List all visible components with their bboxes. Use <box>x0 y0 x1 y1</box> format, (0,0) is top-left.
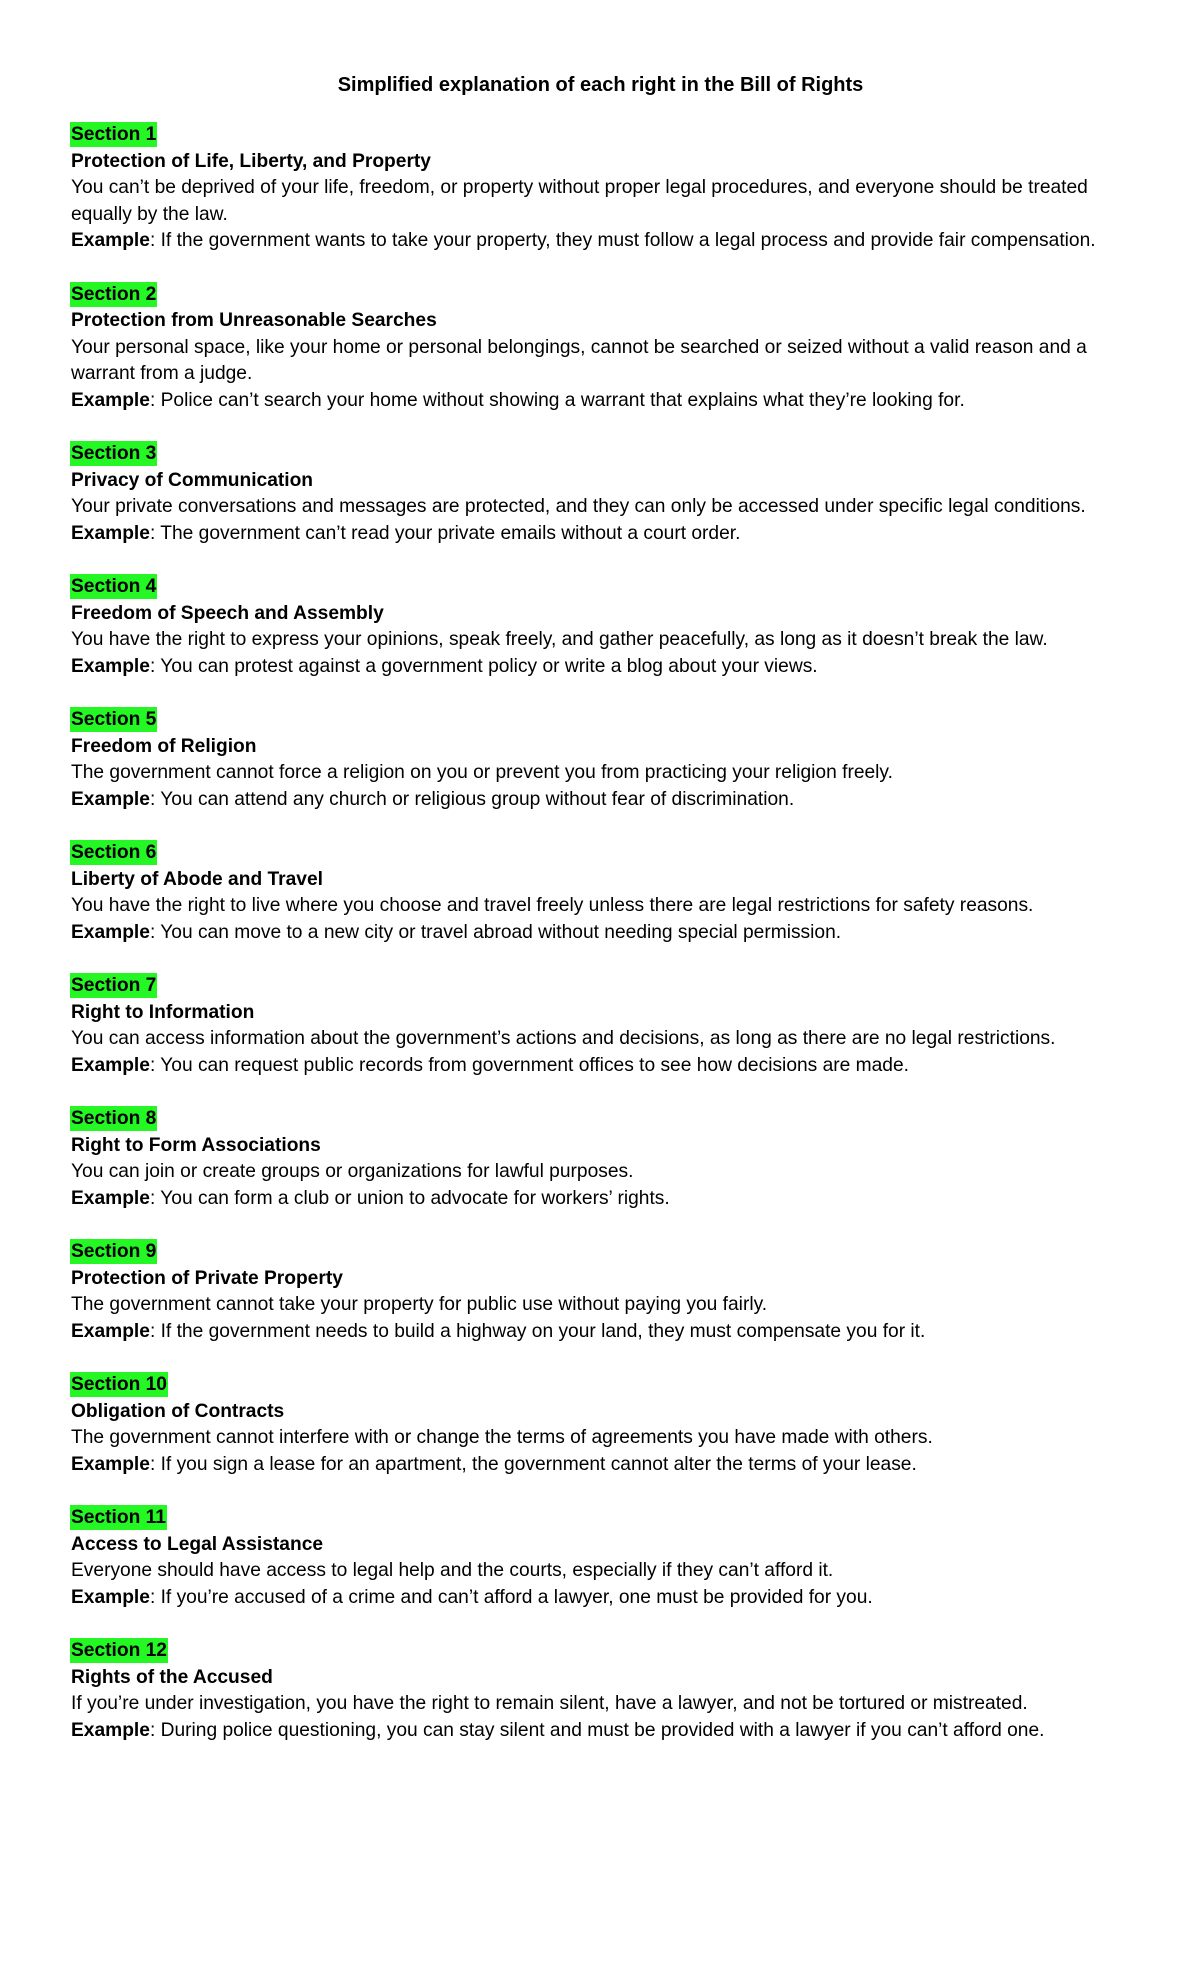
section-heading: Freedom of Religion <box>71 735 257 757</box>
example-label: Example <box>71 1054 150 1076</box>
example-text: : You can form a club or union to advocate for workers’ rights. <box>149 1187 670 1209</box>
section-4 <box>71 574 1130 680</box>
section-10 <box>71 1372 1130 1478</box>
section-example <box>71 228 1130 255</box>
section-example <box>71 787 1130 814</box>
example-text: : The government can’t read your private emails without a court order. <box>149 522 741 544</box>
section-body: You can join or create groups or organizations for lawful purposes. <box>71 1161 634 1182</box>
section-5 <box>71 707 1130 813</box>
section-body: The government cannot take your property for public use without paying you fairly. <box>71 1294 768 1315</box>
example-label: Example <box>71 1453 150 1475</box>
example-label: Example <box>71 921 150 943</box>
section-example <box>71 1718 1130 1745</box>
example-text: : If the government needs to build a highway on your land, they must compensate you for it. <box>149 1320 926 1342</box>
example-label: Example <box>71 788 150 810</box>
section-example <box>71 1319 1130 1346</box>
section-9 <box>71 1239 1130 1345</box>
example-text: : You can request public records from government offices to see how decisions are made. <box>149 1054 909 1076</box>
example-text: : If the government wants to take your property, they must follow a legal process and provide fair compensation. <box>149 230 1096 251</box>
section-heading: Protection of Private Property <box>71 1267 343 1289</box>
example-text: : During police questioning, you can stay silent and must be provided with a lawyer if you can’t afford one. <box>149 1719 1045 1741</box>
example-label: Example <box>71 1320 150 1342</box>
example-label: Example <box>71 1586 150 1608</box>
example-text: : If you sign a lease for an apartment, the government cannot alter the terms of your lease. <box>149 1453 917 1475</box>
section-label: Section 4 <box>71 576 157 597</box>
example-text: : You can move to a new city or travel abroad without needing special permission. <box>149 921 842 943</box>
section-label: Section 9 <box>71 1241 157 1262</box>
section-label: Section 11 <box>71 1507 166 1528</box>
section-7 <box>71 973 1130 1079</box>
section-example <box>71 521 1130 548</box>
section-heading: Protection from Unreasonable Searches <box>71 310 437 331</box>
section-example <box>71 654 1130 681</box>
section-heading: Obligation of Contracts <box>71 1400 285 1422</box>
section-3 <box>71 441 1130 547</box>
section-label: Section 3 <box>71 443 157 464</box>
section-label: Section 2 <box>71 283 157 305</box>
section-12 <box>71 1638 1130 1744</box>
section-example <box>71 388 1130 415</box>
section-example <box>71 1053 1130 1080</box>
section-body: You have the right to express your opinions, speak freely, and gather peacefully, as long as it doesn’t break the law. <box>71 629 1048 650</box>
section-label: Section 8 <box>71 1108 157 1129</box>
section-heading: Right to Information <box>71 1001 255 1023</box>
section-1 <box>71 122 1130 255</box>
section-body: The government cannot interfere with or change the terms of agreements you have made with others. <box>71 1427 933 1448</box>
section-label: Section 5 <box>71 709 157 730</box>
section-body: Your private conversations and messages are protected, and they can only be accessed under specific legal conditions. <box>71 496 1086 517</box>
section-6 <box>71 840 1130 946</box>
example-text: : If you’re accused of a crime and can’t afford a lawyer, one must be provided for you. <box>149 1586 873 1608</box>
section-label: Section 1 <box>71 124 157 145</box>
section-heading: Protection of Life, Liberty, and Property <box>71 150 431 172</box>
section-body: Everyone should have access to legal help and the courts, especially if they can’t afford it. <box>71 1560 834 1581</box>
section-heading: Rights of the Accused <box>71 1666 273 1688</box>
section-body: If you’re under investigation, you have the right to remain silent, have a lawyer, and not be tortured or mistreated. <box>71 1693 1028 1714</box>
section-example <box>71 1585 1130 1612</box>
example-label: Example <box>71 230 150 251</box>
section-heading: Liberty of Abode and Travel <box>71 868 323 890</box>
section-heading: Freedom of Speech and Assembly <box>71 602 384 624</box>
section-label: Section 6 <box>71 842 157 863</box>
example-label: Example <box>71 522 150 544</box>
section-example <box>71 1186 1130 1213</box>
section-example <box>71 1452 1130 1479</box>
section-example <box>71 920 1130 947</box>
section-body: The government cannot force a religion on you or prevent you from practicing your religion freely. <box>71 762 893 783</box>
sections-list <box>71 122 1130 1744</box>
example-label: Example <box>71 655 150 677</box>
section-body: Your personal space, like your home or personal belongings, cannot be searched or seized without a valid reason and a warrant from a judge. <box>71 336 1087 384</box>
example-label: Example <box>71 389 150 411</box>
section-heading: Privacy of Communication <box>71 469 314 491</box>
section-body: You can’t be deprived of your life, freedom, or property without proper legal procedures, and everyone should be treated equally by the law. <box>71 177 1088 225</box>
section-label: Section 10 <box>71 1374 167 1395</box>
example-text: : You can attend any church or religious group without fear of discrimination. <box>149 788 795 810</box>
section-2 <box>71 282 1130 415</box>
document-title: Simplified explanation of each right in the Bill of Rights <box>337 74 864 96</box>
section-body: You can access information about the government’s actions and decisions, as long as there are no legal restrictions. <box>71 1028 1056 1049</box>
section-heading: Right to Form Associations <box>71 1134 321 1156</box>
section-8 <box>71 1106 1130 1212</box>
section-label: Section 12 <box>71 1640 167 1661</box>
section-11 <box>71 1505 1130 1611</box>
example-label: Example <box>71 1719 150 1741</box>
example-text: : Police can’t search your home without showing a warrant that explains what they’re looking for. <box>149 389 965 411</box>
example-text: : You can protest against a government policy or write a blog about your views. <box>149 655 818 677</box>
section-body: You have the right to live where you choose and travel freely unless there are legal restrictions for safety reasons. <box>71 895 1034 916</box>
section-heading: Access to Legal Assistance <box>71 1533 324 1555</box>
example-label: Example <box>71 1187 150 1209</box>
section-label: Section 7 <box>71 975 157 996</box>
